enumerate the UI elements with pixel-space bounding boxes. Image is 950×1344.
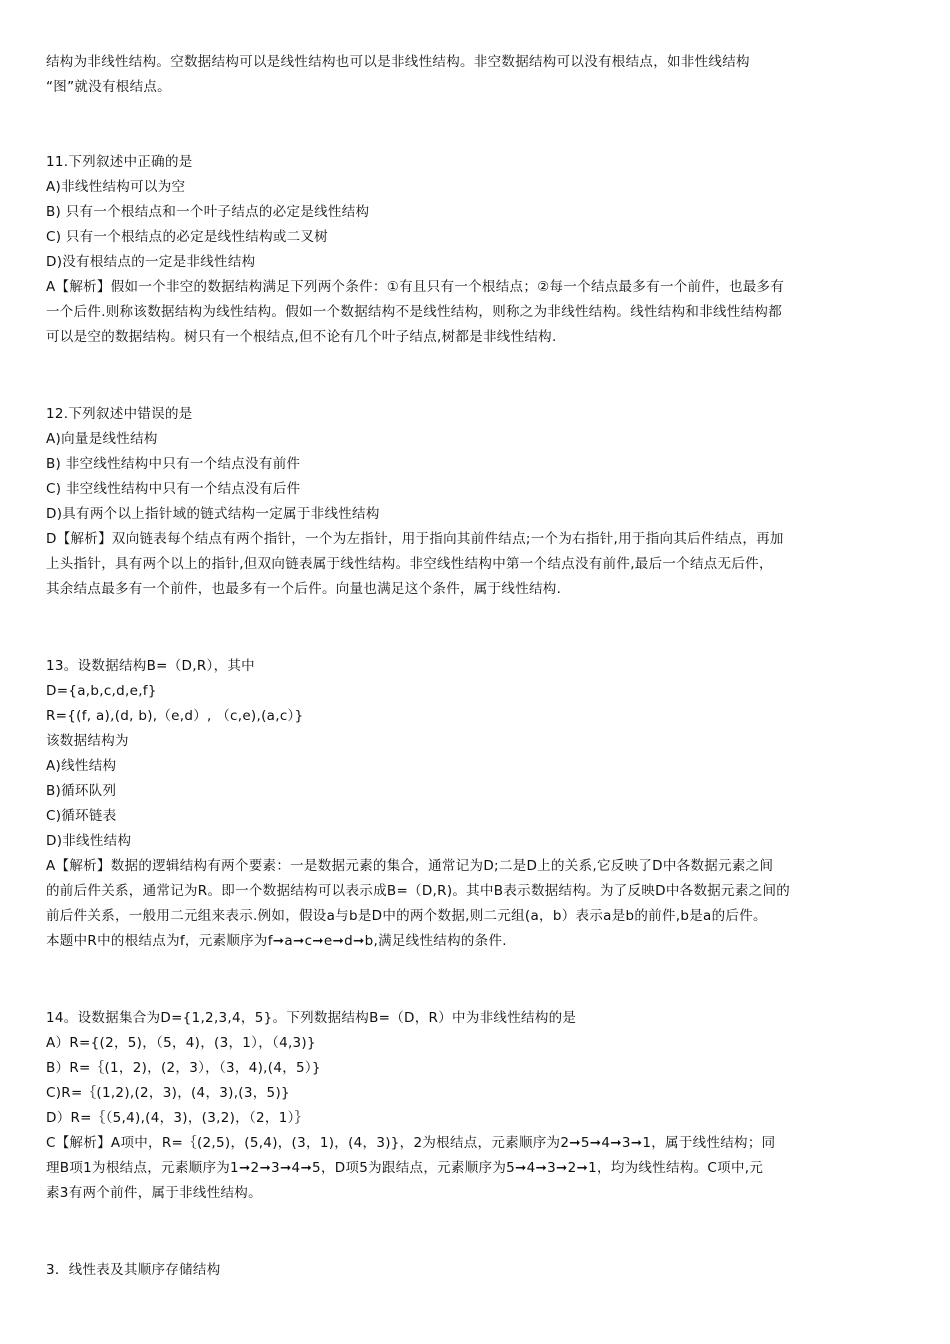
question-stem: 12.下列叙述中错误的是 bbox=[46, 406, 193, 422]
question-11 bbox=[46, 150, 906, 350]
question-12 bbox=[46, 402, 906, 602]
option-d: D)没有根结点的一定是非线性结构 bbox=[46, 254, 256, 270]
question-13 bbox=[46, 654, 906, 954]
option-d: D)具有两个以上指针域的链式结构一定属于非线性结构 bbox=[46, 506, 380, 522]
set-r-definition: R={(f, a),(d, b),（e,d）, （c,e),(a,c）} bbox=[46, 708, 304, 724]
option-a: A)线性结构 bbox=[46, 758, 117, 774]
document-page bbox=[46, 50, 906, 1283]
analysis-line: 理B项1为根结点，元素顺序为1➞2➞3➞4➞5，D项5为跟结点，元素顺序为5➞4➞3➞2➞1，均为线性结构。C项中,元 bbox=[46, 1160, 764, 1176]
analysis-line: 一个后件.则称该数据结构为线性结构。假如一个数据结构不是线性结构，则称之为非线性结构。线性结构和非线性结构都 bbox=[46, 304, 782, 320]
option-a: A)向量是线性结构 bbox=[46, 431, 158, 447]
option-b: B) 只有一个根结点和一个叶子结点的必定是线性结构 bbox=[46, 204, 370, 220]
option-c: C) 非空线性结构中只有一个结点没有后件 bbox=[46, 481, 301, 497]
analysis-line: 上头指针，具有两个以上的指针,但双向链表属于线性结构。非空线性结构中第一个结点没有前件,最后一个结点无后件， bbox=[46, 556, 773, 572]
analysis-line: C【解析】A项中，R=｛(2,5)，(5,4)，(3，1)，(4，3)}，2为根结点，元素顺序为2➞5➞4➞3➞1，属于线性结构；同 bbox=[46, 1135, 776, 1151]
question-stem: 14。设数据集合为D={1,2,3,4，5}。下列数据结构B=（D，R）中为非线性结构的是 bbox=[46, 1010, 577, 1026]
option-c: C) 只有一个根结点的必定是线性结构或二叉树 bbox=[46, 229, 329, 245]
option-a: A）R={(2，5)，（5，4)，(3，1），（4,3)} bbox=[46, 1035, 316, 1051]
question-stem: 11.下列叙述中正确的是 bbox=[46, 154, 193, 170]
option-c: C)循环链表 bbox=[46, 808, 117, 824]
analysis-line: 的前后件关系，通常记为R。即一个数据结构可以表示成B=（D,R)。其中B表示数据结构。为了反映D中各数据元素之间的 bbox=[46, 883, 791, 899]
analysis-line: 本题中R中的根结点为f，元素顺序为f➞a➞c➞e➞d➞b,满足线性结构的条件. bbox=[46, 933, 507, 949]
text-line: 结构为非线性结构。空数据结构可以是线性结构也可以是非线性结构。非空数据结构可以没有根结点，如非性线结构 bbox=[46, 54, 750, 70]
set-d-definition: D={a,b,c,d,e,f} bbox=[46, 683, 157, 699]
question-14 bbox=[46, 1006, 906, 1206]
option-a: A)非线性结构可以为空 bbox=[46, 179, 186, 195]
section-heading: 3．线性表及其顺序存储结构 bbox=[46, 1262, 221, 1278]
question-prompt: 该数据结构为 bbox=[46, 733, 129, 749]
option-b: B)循环队列 bbox=[46, 783, 117, 799]
analysis-line: 前后件关系，一般用二元组来表示.例如，假设a与b是D中的两个数据,则二元组(a，b）表示a是b的前件,b是a的后件。 bbox=[46, 908, 767, 924]
analysis-line: 其余结点最多有一个前件，也最多有一个后件。向量也满足这个条件，属于线性结构. bbox=[46, 581, 562, 597]
question-stem: 13。设数据结构B=（D,R），其中 bbox=[46, 658, 255, 674]
analysis-line: 可以是空的数据结构。树只有一个根结点,但不论有几个叶子结点,树都是非线性结构. bbox=[46, 329, 557, 345]
option-b: B) 非空线性结构中只有一个结点没有前件 bbox=[46, 456, 301, 472]
text-line: “图”就没有根结点。 bbox=[46, 79, 171, 95]
analysis-line: D【解析】双向链表每个结点有两个指针，一个为左指针，用于指向其前件结点;一个为右指针,用于指向其后件结点，再加 bbox=[46, 531, 784, 547]
option-b: B）R=｛(1，2)，(2，3），（3，4),(4，5）} bbox=[46, 1060, 321, 1076]
option-c: C)R=｛(1,2),(2，3)，(4，3),(3，5)} bbox=[46, 1085, 290, 1101]
analysis-line: 素3有两个前件，属于非线性结构。 bbox=[46, 1185, 262, 1201]
analysis-line: A【解析】假如一个非空的数据结构满足下列两个条件：①有且只有一个根结点；②每一个结点最多有一个前件，也最多有 bbox=[46, 279, 785, 295]
option-d: D)非线性结构 bbox=[46, 833, 132, 849]
analysis-line: A【解析】数据的逻辑结构有两个要素：一是数据元素的集合，通常记为D;二是D上的关系,它反映了D中各数据元素之间 bbox=[46, 858, 774, 874]
intro-paragraph bbox=[46, 50, 906, 100]
option-d: D）R=｛（5,4),(4，3)，(3,2)，（2，1）｝ bbox=[46, 1110, 309, 1126]
